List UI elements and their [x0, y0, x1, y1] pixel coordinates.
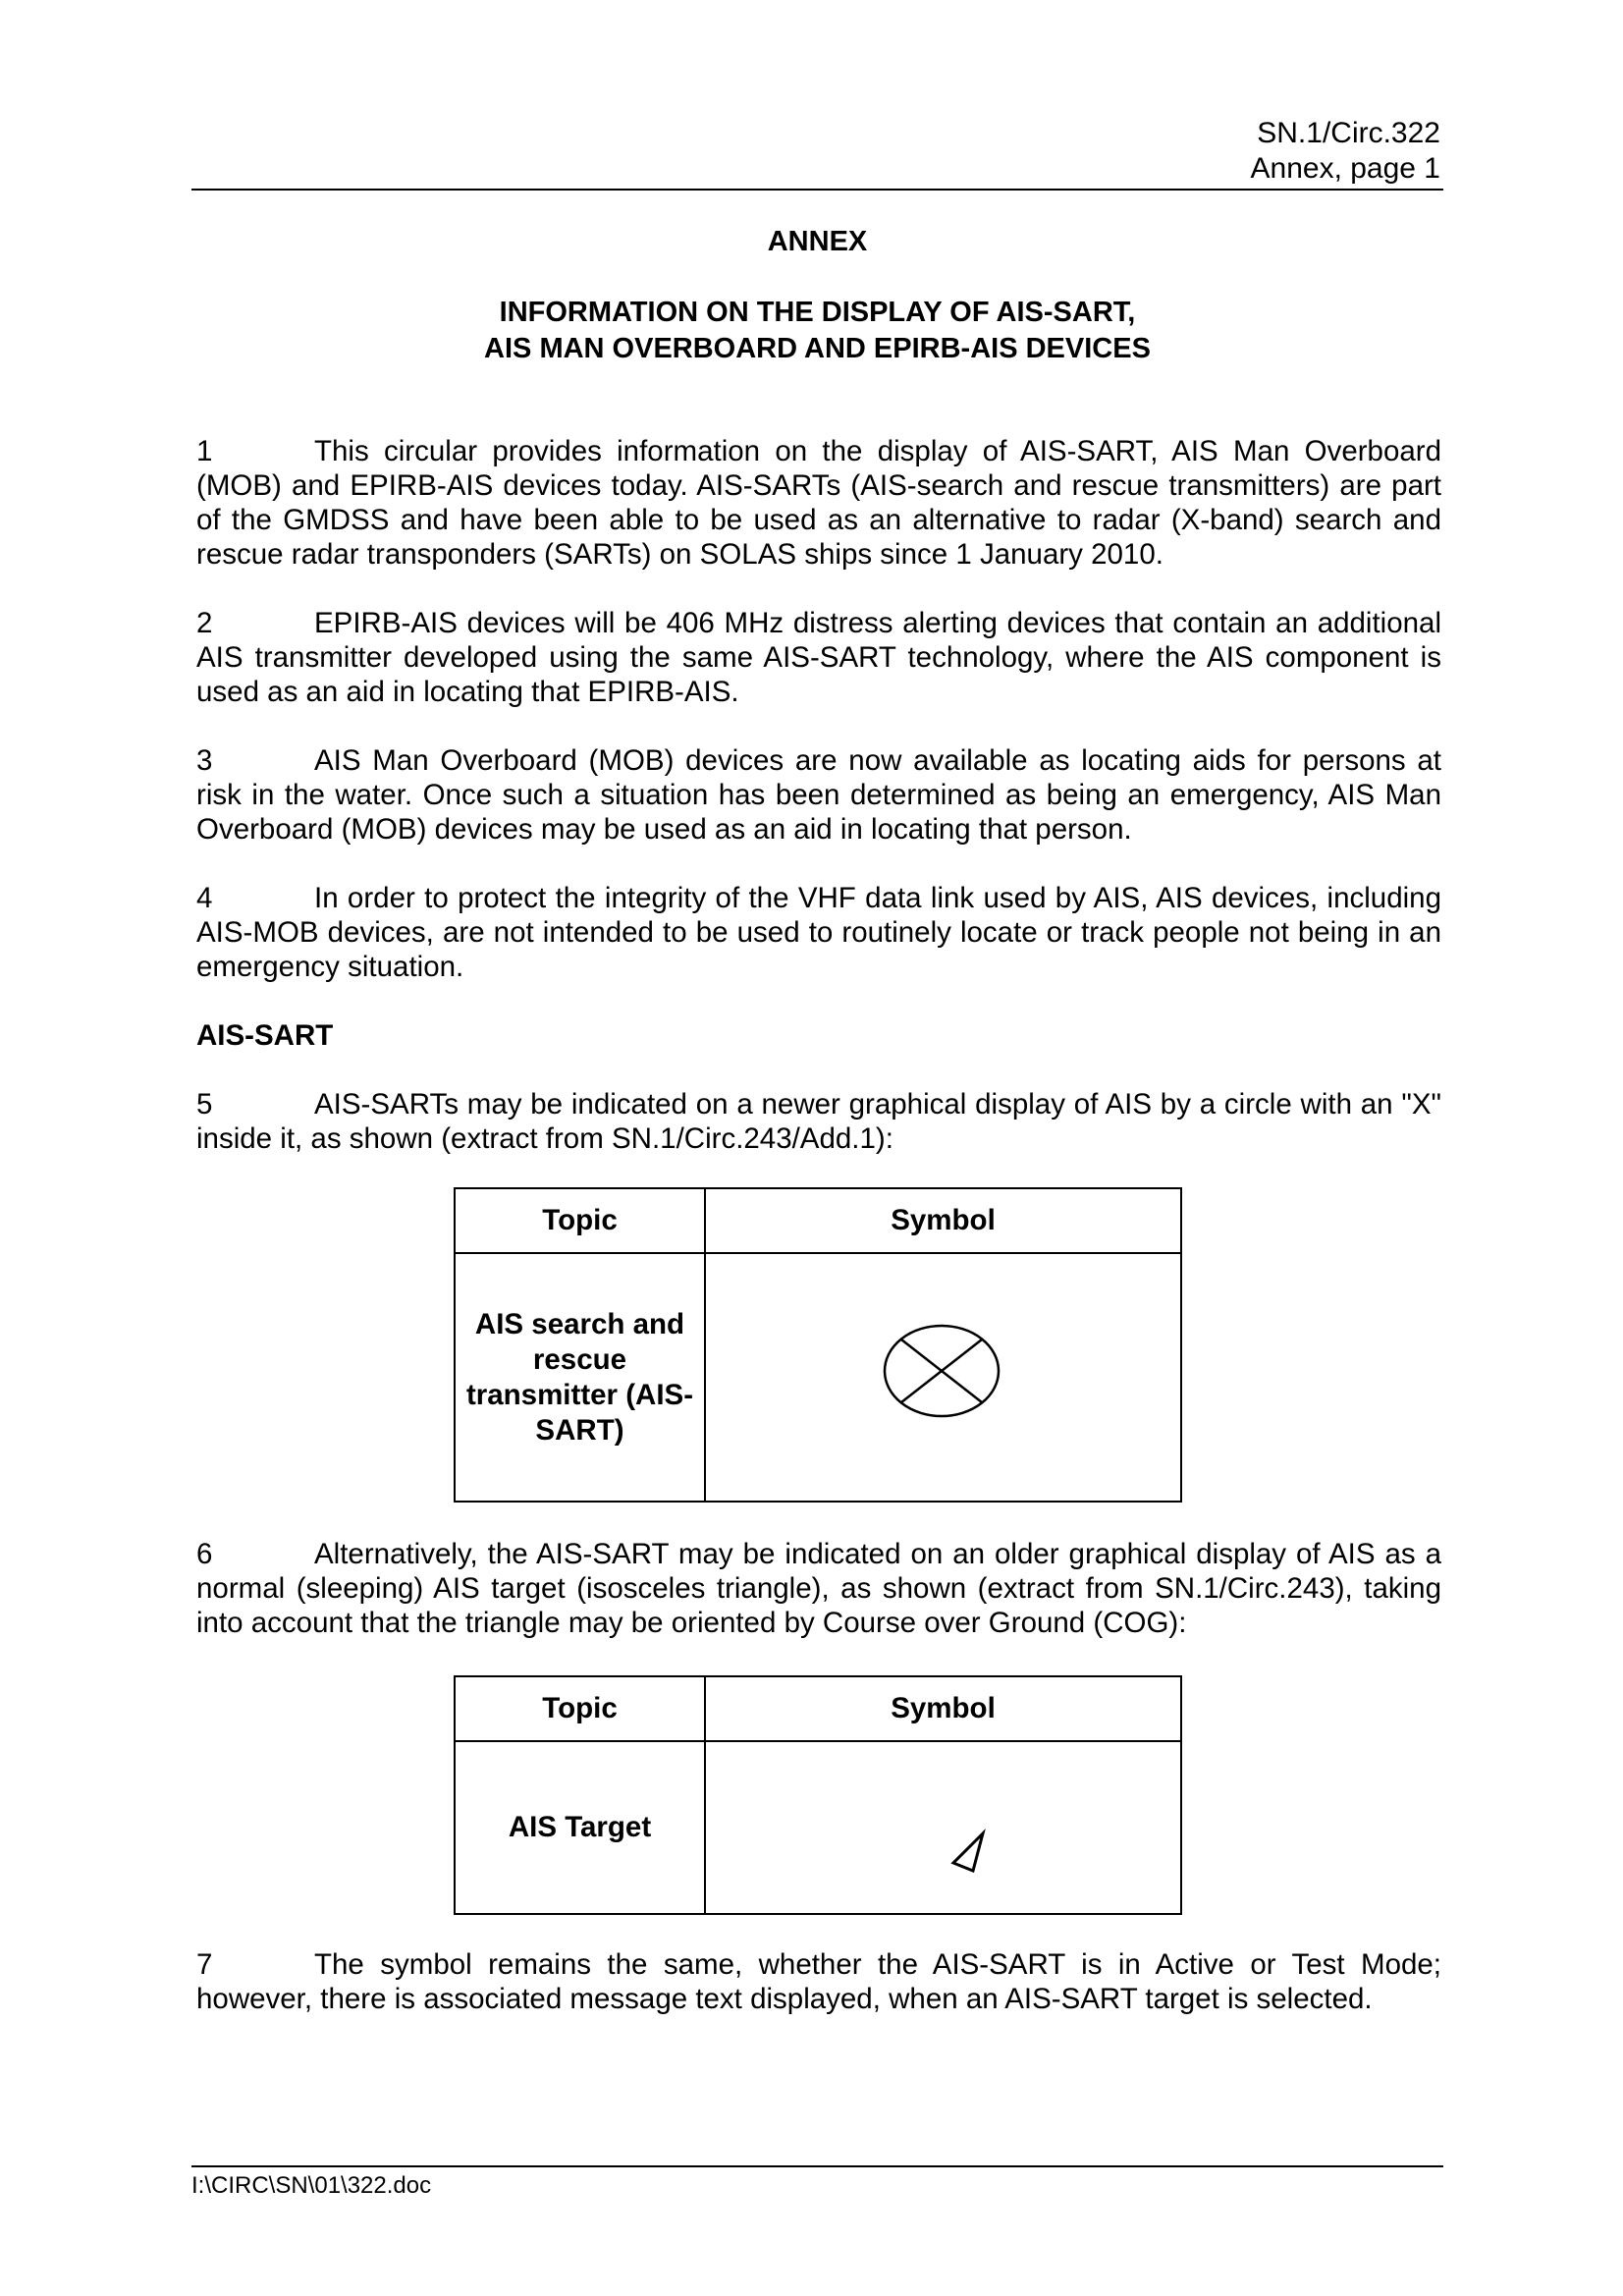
- paragraph-7: [196, 1947, 1441, 2016]
- paragraph-text: EPIRB-AIS devices will be 406 MHz distress alerting devices that contain an additional AIS transmitter developed using the same AIS-SART technology, where the AIS component is used as an aid in locating that EPIRB-AIS.: [196, 607, 1441, 708]
- paragraph-text: AIS-SARTs may be indicated on a newer graphical display of AIS by a circle with an "X" inside it, as shown (extract from SN.1/Circ.243/Add.1):: [196, 1088, 1441, 1155]
- symbol-cell: [705, 1741, 1181, 1914]
- paragraph-number: 7: [196, 1948, 213, 1981]
- symbol-cell: [705, 1253, 1181, 1502]
- symbol-column-header: Symbol: [705, 1188, 1181, 1253]
- topic-text: AIS Target: [508, 1811, 652, 1843]
- symbol-column-header: Symbol: [705, 1676, 1181, 1741]
- page-header: [191, 116, 1443, 191]
- circle-x-icon: [880, 1324, 1007, 1432]
- triangle-target-icon: [942, 1828, 1001, 1886]
- topic-column-header: Topic: [455, 1676, 705, 1741]
- paragraph-text: AIS Man Overboard (MOB) devices are now available as locating aids for persons at risk in the water. Once such a situation has been determined as being an emergency, AIS Man Overboard (MOB) devices may be used as an aid in locating that person.: [196, 744, 1441, 846]
- paragraph-text: The symbol remains the same, whether the AIS-SART is in Active or Test Mode; however, there is associated message text displayed, when an AIS-SART target is selected.: [196, 1948, 1441, 2015]
- table-header-row: [455, 1188, 1181, 1253]
- document-reference: SN.1/Circ.322: [1257, 117, 1440, 149]
- paragraph-6: [196, 1537, 1441, 1640]
- table-row: [455, 1253, 1181, 1502]
- document-title-line-1: INFORMATION ON THE DISPLAY OF AIS-SART,: [499, 297, 1136, 328]
- paragraph-3: [196, 743, 1441, 847]
- paragraph-number: 5: [196, 1088, 213, 1121]
- paragraph-5: [196, 1087, 1441, 1156]
- symbol-table-ais-sart: [454, 1187, 1182, 1503]
- topic-text: AIS search and rescue transmitter (AIS-SART): [465, 1307, 694, 1447]
- paragraph-2: [196, 606, 1441, 709]
- page-number: Annex, page 1: [1250, 152, 1440, 185]
- paragraph-number: 4: [196, 882, 213, 914]
- section-heading-ais-sart: AIS-SART: [196, 1019, 334, 1052]
- paragraph-1: [196, 434, 1441, 572]
- file-path: I:\CIRC\SN\01\322.doc: [191, 2172, 432, 2199]
- topic-cell: [455, 1741, 705, 1914]
- page-footer: [191, 2165, 1443, 2201]
- topic-column-header: Topic: [455, 1188, 705, 1253]
- paragraph-number: 3: [196, 744, 213, 777]
- paragraph-text: This circular provides information on the display of AIS-SART, AIS Man Overboard (MOB) and EPIRB-AIS devices today. AIS-SARTs (AIS-search and rescue transmitters) are part of the GMDSS and have been able to be used as an alternative to radar (X-band) search and rescue radar transponders (SARTs) on SOLAS ships since 1 January 2010.: [196, 435, 1441, 571]
- symbol-table-ais-target: [454, 1675, 1182, 1915]
- paragraph-number: 2: [196, 607, 213, 639]
- document-title-line-2: AIS MAN OVERBOARD AND EPIRB-AIS DEVICES: [484, 333, 1151, 364]
- annex-heading: ANNEX: [767, 226, 868, 257]
- table-header-row: [455, 1676, 1181, 1741]
- topic-cell: [455, 1253, 705, 1502]
- paragraph-4: [196, 881, 1441, 984]
- paragraph-text: Alternatively, the AIS-SART may be indicated on an older graphical display of AIS as a normal (sleeping) AIS target (isosceles triangle), as shown (extract from SN.1/Circ.243), taking into account that the triangle may be oriented by Course over Ground (COG):: [196, 1538, 1441, 1639]
- paragraph-number: 6: [196, 1538, 213, 1570]
- paragraph-number: 1: [196, 435, 213, 467]
- table-row: [455, 1741, 1181, 1914]
- paragraph-text: In order to protect the integrity of the VHF data link used by AIS, AIS devices, including AIS-MOB devices, are not intended to be used to routinely locate or track people not being in an emergency situation.: [196, 882, 1441, 983]
